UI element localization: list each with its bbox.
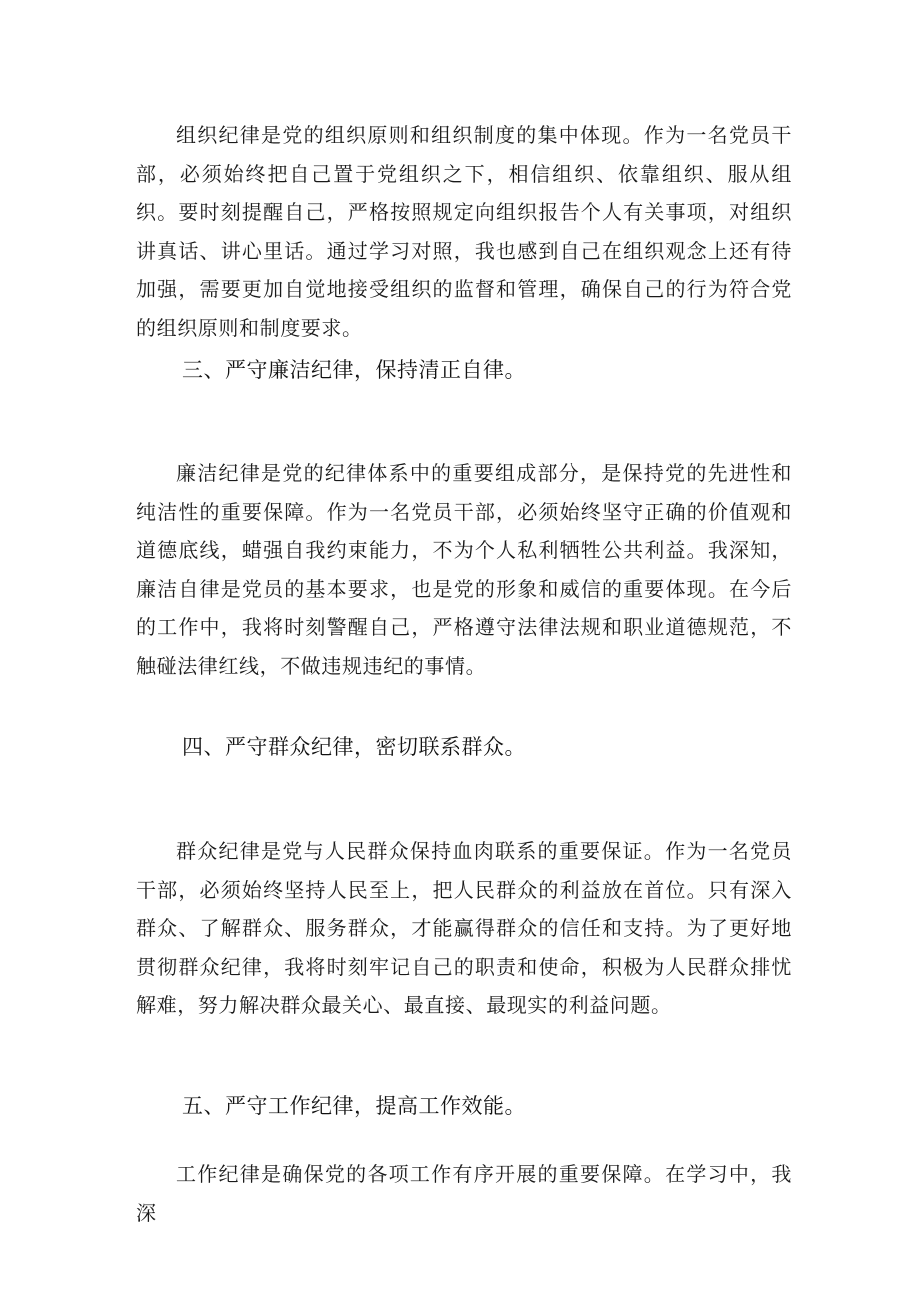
- paragraph-organization-discipline: 组织纪律是党的组织原则和组织制度的集中体现。作为一名党员干部，必须始终把自己置于党组织之下，相信组织、依靠组织、服从组织。要时刻提醒自己，严格按照规定向组织报告个人有关事项，对组织讲真话、讲心里话。通过学习对照，我也感到自己在组织观念上还有待加强，需要更加自觉地接受组织的监督和管理，确保自己的行为符合党的组织原则和制度要求。: [136, 123, 792, 340]
- section-heading-5: 五、严守工作纪律，提高工作效能。: [182, 1094, 526, 1118]
- paragraph-mass-discipline: 群众纪律是党与人民群众保持血肉联系的重要保证。作为一名党员干部，必须始终坚持人民至上，把人民群众的利益放在首位。只有深入群众、了解群众、服务群众，才能赢得群众的信任和支持。为了更好地贯彻群众纪律，我将时刻牢记自己的职责和使命，积极为人民群众排忧解难，努力解决群众最关心、最直接、最现实的利益问题。: [136, 839, 792, 1017]
- section-heading-4: 四、严守群众纪律，密切联系群众。: [182, 735, 526, 759]
- paragraph-integrity-discipline: 廉洁纪律是党的纪律体系中的重要组成部分，是保持党的先进性和纯洁性的重要保障。作为一名党员干部，必须始终坚守正确的价值观和道德底线，蜡强自我约束能力，不为个人私利牺牲公共利益。我深知，廉洁自律是党员的基本要求，也是党的形象和威信的重要体现。在今后的工作中，我将时刻警醒自己，严格遵守法律法规和职业道德规范，不触碰法律红线，不做违规违纪的事情。: [136, 461, 792, 678]
- paragraph-work-discipline: 工作纪律是确保党的各项工作有序开展的重要保障。在学习中，我深: [136, 1162, 792, 1225]
- section-heading-3: 三、严守廉洁纪律，保持清正自律。: [182, 358, 526, 382]
